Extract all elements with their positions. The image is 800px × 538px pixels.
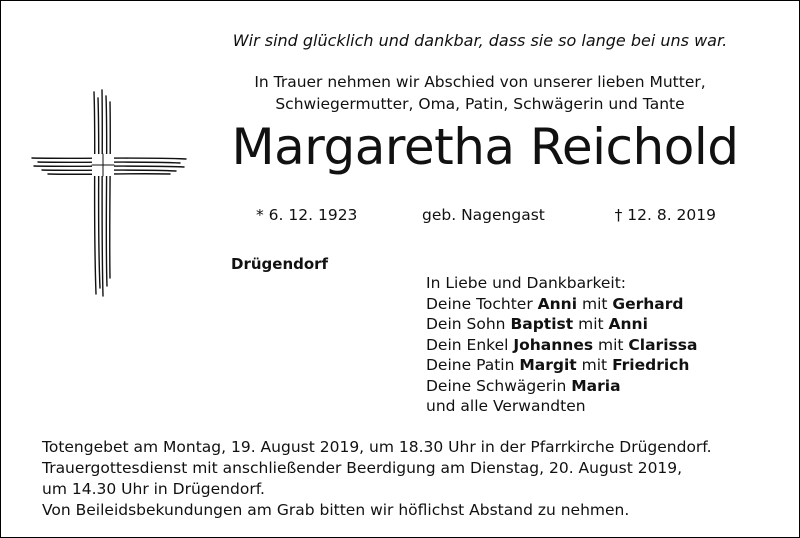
mourner-name: Gerhard bbox=[612, 294, 684, 313]
mourner-name: Maria bbox=[571, 376, 621, 395]
notes-line: um 14.30 Uhr in Drügendorf. bbox=[42, 480, 265, 498]
mourners-heading: In Liebe und Dankbarkeit: bbox=[426, 274, 627, 292]
dates-row bbox=[256, 206, 716, 228]
relation: Deine Patin bbox=[426, 356, 520, 374]
list-item bbox=[426, 294, 697, 315]
service-notes bbox=[42, 437, 782, 521]
mourner-name: Friedrich bbox=[612, 356, 690, 374]
mourner-name: Baptist bbox=[510, 315, 574, 333]
mourner-name: Clarissa bbox=[628, 335, 698, 354]
conjunction: mit bbox=[577, 294, 613, 313]
cross-icon bbox=[30, 88, 188, 298]
conjunction: mit bbox=[576, 356, 613, 374]
relation: Dein Enkel bbox=[426, 335, 514, 354]
conjunction: mit bbox=[573, 315, 609, 333]
mourners-closing: und alle Verwandten bbox=[426, 397, 586, 415]
mourner-name: Margit bbox=[519, 356, 577, 374]
notes-line: Trauergottesdienst mit anschließender Beerdigung am Dienstag, 20. August 2019, bbox=[42, 459, 683, 477]
motto: Wir sind glücklich und dankbar, dass sie so lange bei uns war. bbox=[232, 31, 728, 50]
relation: Deine Tochter bbox=[426, 294, 538, 313]
intro-line: Schwiegermutter, Oma, Patin, Schwägerin und Tante bbox=[275, 95, 685, 113]
place: Drügendorf bbox=[231, 255, 329, 273]
birth-date: * 6. 12. 1923 bbox=[256, 206, 358, 224]
list-item bbox=[426, 314, 697, 335]
mourner-name: Anni bbox=[608, 315, 648, 333]
relation: Deine Schwägerin bbox=[426, 376, 572, 395]
relation: Dein Sohn bbox=[426, 315, 511, 333]
deceased-name: Margaretha Reichold bbox=[231, 118, 739, 176]
list-item bbox=[426, 335, 697, 356]
notes-line: Von Beileidsbekundungen am Grab bitten wir höflichst Abstand zu nehmen. bbox=[42, 501, 630, 519]
mourner-name: Johannes bbox=[513, 335, 594, 354]
intro-text bbox=[215, 71, 745, 115]
maiden-name: geb. Nagengast bbox=[422, 206, 545, 224]
mourner-name: Anni bbox=[537, 294, 578, 313]
notes-line: Totengebet am Montag, 19. August 2019, um 18.30 Uhr in der Pfarrkirche Drügendorf. bbox=[42, 438, 712, 456]
intro-line: In Trauer nehmen wir Abschied von unserer lieben Mutter, bbox=[254, 73, 706, 91]
death-date: † 12. 8. 2019 bbox=[614, 206, 716, 224]
list-item bbox=[426, 376, 697, 397]
mourners-list bbox=[426, 273, 697, 417]
list-item bbox=[426, 355, 697, 376]
conjunction: mit bbox=[593, 335, 629, 354]
